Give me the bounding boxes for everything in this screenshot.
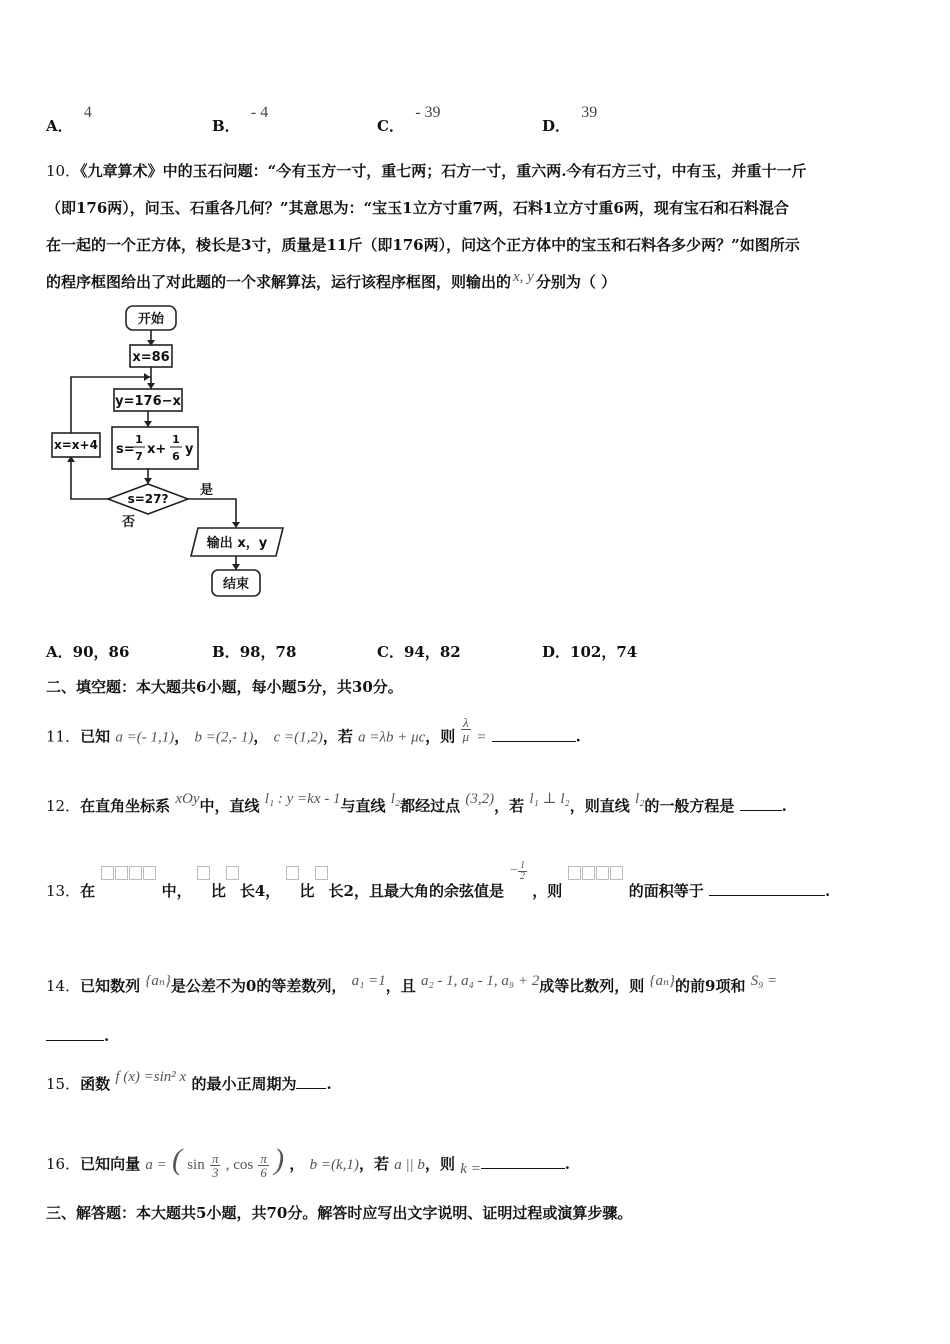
flow-arrowhead — [232, 564, 240, 570]
q9-option-d: D． 39 — [542, 104, 598, 135]
paren-right: ) — [274, 1143, 285, 1176]
placeholder-triangle — [567, 868, 623, 886]
question-13: 13．在 中， 比 长4， 比 长2，且最大角的余弦值是 − $\frac{1}{2}$ ，则 的面积等于 . — [46, 859, 831, 900]
flow-s-suffix: y — [185, 442, 194, 457]
flow-init-label: x=86 — [132, 350, 170, 365]
q10-option-a: A．90，86 — [46, 643, 130, 661]
question-16: 16．已知向量 a = ( sin $\frac{\pi}{3}$ , cos $\frac{\pi}{6}$ ) ， b =(k,1)，若 a || b，则 k = . — [46, 1143, 570, 1180]
flow-arrowhead — [232, 522, 240, 528]
flow-yes-label: 是 — [200, 483, 214, 498]
q10-option-c: C．94，82 — [377, 643, 461, 661]
q10-line-2: （即176两），问玉、石重各几何？”其意思为：“宝玉1立方寸重7两，石料1立方寸重6两，现有宝石和石料混合 — [46, 199, 789, 217]
question-11: 11．已知 a =(- 1,1)， b =(2,- 1)， c =(1,2)，若 a =λb + μc，则 $\frac{\lambda}{\mu}$ = . — [46, 715, 581, 746]
placeholder-side — [197, 866, 210, 880]
q9-option-a: A． 4 — [46, 104, 92, 135]
flow-no-line — [71, 458, 108, 499]
flow-loop-label: x=x+4 — [54, 438, 98, 452]
q11-fraction: $\frac{\lambda}{\mu}$ — [462, 715, 470, 744]
flow-arrowhead — [144, 373, 150, 381]
q10-option-b: B．98，78 — [212, 643, 297, 661]
q10-text — [46, 153, 906, 302]
flow-s-mid: x+ — [147, 442, 167, 457]
flow-arrowhead — [144, 478, 152, 484]
flow-no-label: 否 — [122, 515, 136, 530]
flow-y-label: y=176−x — [115, 394, 181, 409]
q10-line-4: 的程序框图给出了对此题的一个求解算法，运行该程序框图，则输出的 x, y 分别为（ ） — [46, 269, 617, 291]
question-15: 15．函数 f (x) =sin² x 的最小正周期为 . — [46, 1069, 332, 1093]
question-12: 12．在直角坐标系 xOy中，直线 l₁ : y =kx - 1与直线 l₂都经过点 (3,2)，若 l₁ ⊥ l₂，则直线 l₂的一般方程是 . — [46, 791, 787, 815]
q9-option-b: B． - 4 — [212, 104, 269, 135]
flow-s-frac2-num: 1 — [172, 433, 180, 446]
flow-end-label: 结束 — [222, 577, 250, 592]
answer-blank-13[interactable] — [709, 883, 825, 896]
flow-yes-line — [188, 499, 236, 526]
flow-s-prefix: s= — [116, 442, 135, 457]
flow-s-frac1-num: 1 — [135, 433, 143, 446]
q10-option-d: D．102，74 — [542, 643, 638, 661]
paren-left: ( — [171, 1143, 182, 1176]
question-14-blank-line: . — [46, 1027, 109, 1045]
section-3-heading: 三、解答题：本大题共5小题，共70分。解答时应写出文字说明、证明过程或演算步骤。 — [46, 1204, 633, 1222]
answer-blank-15[interactable] — [296, 1076, 326, 1089]
flow-start-label: 开始 — [137, 312, 165, 327]
placeholder-side — [315, 866, 328, 880]
answer-blank-11[interactable] — [492, 729, 576, 742]
placeholder-triangle — [100, 868, 156, 886]
q10-line-1: 10．《九章算术》中的玉石问题：“今有玉方一寸，重七两；石方一寸，重六两.今有石方三寸，中有玉，并重十一斤 — [46, 162, 807, 180]
flow-s-frac1-den: 7 — [135, 450, 143, 463]
placeholder-side — [226, 866, 239, 880]
placeholder-side — [286, 866, 299, 880]
flow-output-label: 输出 x，y — [206, 536, 268, 551]
q9-option-c: C． - 39 — [377, 104, 441, 135]
flow-arrowhead — [144, 421, 152, 427]
q16-frac-1: $\frac{\pi}{3}$ — [211, 1150, 219, 1180]
answer-blank-16[interactable] — [481, 1156, 565, 1169]
q10-line-3: 在一起的一个正方体，棱长是3寸，质量是11斤（即176两），问这个正方体中的宝玉和石料各多少两？”如图所示 — [46, 236, 800, 254]
flow-s-frac2-den: 6 — [172, 450, 180, 463]
answer-blank-12[interactable] — [740, 798, 782, 811]
q16-frac-2: $\frac{\pi}{6}$ — [260, 1150, 267, 1180]
question-14: 14．已知数列 {aₙ}是公差不为0的等差数列， a₁ =1，且 a₂ - 1, a₄ - 1, a₉ + 2成等比数列，则 {aₙ}的前9项和 S₉ = — [46, 973, 778, 995]
cos-value: − $\frac{1}{2}$ — [509, 859, 525, 882]
answer-blank-14[interactable] — [46, 1028, 104, 1041]
flow-decision-label: s=27? — [127, 492, 169, 506]
flowchart — [40, 300, 300, 610]
section-2-heading: 二、填空题：本大题共6小题，每小题5分，共30分。 — [46, 678, 403, 696]
flow-arrowhead — [147, 383, 155, 389]
